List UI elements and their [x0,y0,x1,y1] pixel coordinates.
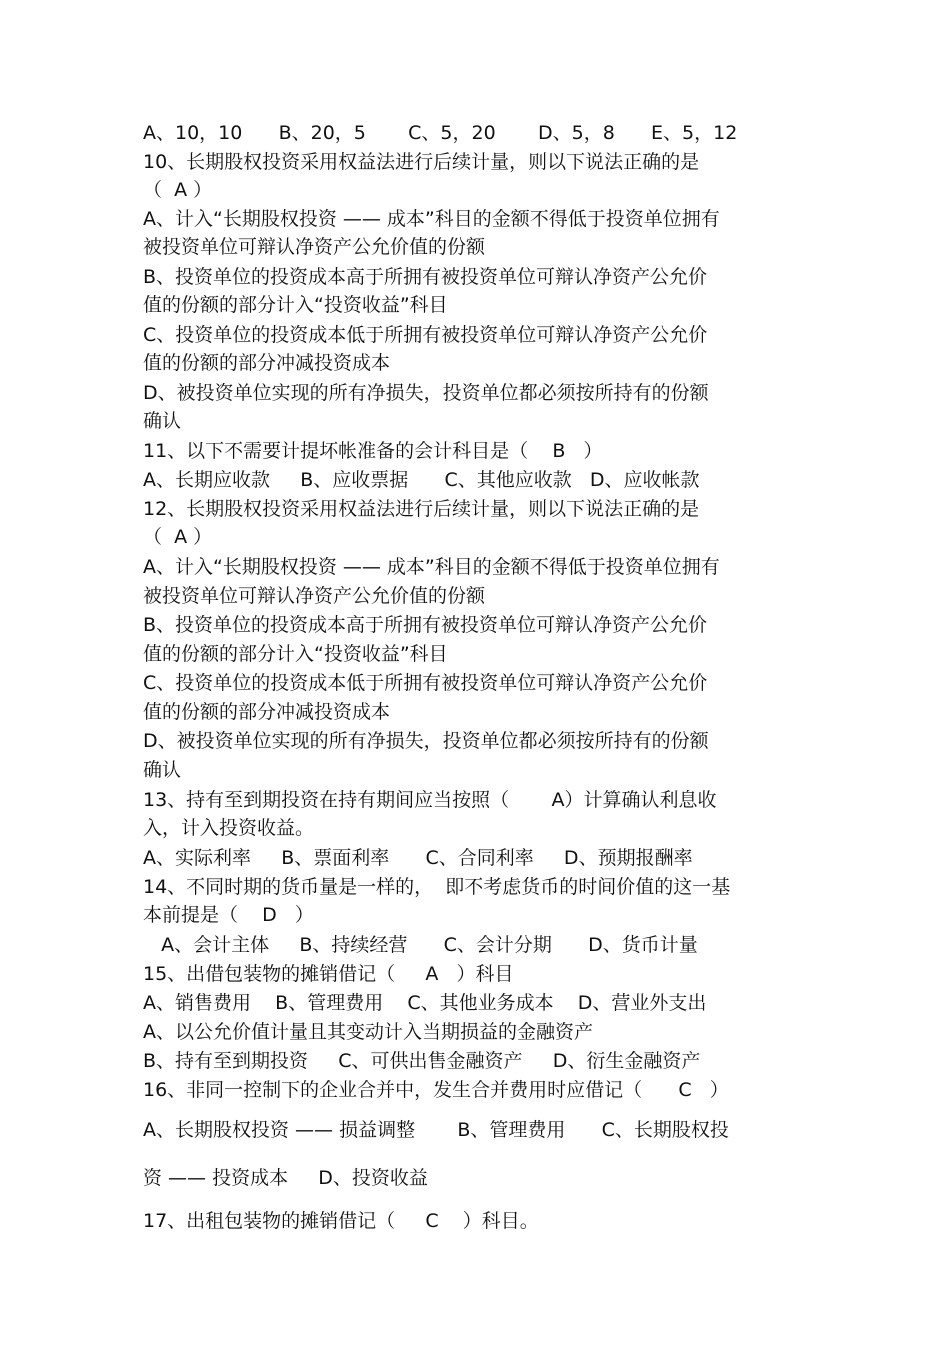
text-line: 本前提是（ D ） [143,904,314,926]
text-line: 值的份额的部分计入“投资收益”科目 [143,294,448,316]
text-line: A、以公允价值计量且其变动计入当期损益的金融资产 [143,1021,593,1043]
text-line: C、投资单位的投资成本低于所拥有被投资单位可辩认净资产公允价 [143,672,708,694]
text-line: 确认 [143,759,182,781]
question-12-answer: （ A ） [143,526,213,548]
text-line: 确认 [143,410,182,432]
text-line: B、投资单位的投资成本高于所拥有被投资单位可辩认净资产公允价 [143,614,708,636]
text-line: A、长期应收款 B、应收票据 C、其他应收款 D、应收帐款 [143,469,700,491]
text-line: A、会计主体 B、持续经营 C、会计分期 D、货币计量 [143,934,698,956]
text-line: C、投资单位的投资成本低于所拥有被投资单位可辩认净资产公允价 [143,324,708,346]
text-line: A、计入“长期股权投资 —— 成本”科目的金额不得低于投资单位拥有 [143,556,720,578]
question-13-text: 13、持有至到期投资在持有期间应当按照（ A）计算确认利息收 [143,789,717,811]
text-line: 入，计入投资收益。 [143,817,315,839]
question-12-text: 12、长期股权投资采用权益法进行后续计量，则以下说法正确的是 [143,498,700,520]
text-line: 值的份额的部分冲减投资成本 [143,352,391,374]
text-line: A、计入“长期股权投资 —— 成本”科目的金额不得低于投资单位拥有 [143,208,720,230]
question-11-text: 11、以下不需要计提坏帐准备的会计科目是（ B ） [143,440,603,462]
text-line: B、持有至到期投资 C、可供出售金融资产 D、衍生金融资产 [143,1050,701,1072]
text-line: A、实际利率 B、票面利率 C、合同利率 D、预期报酬率 [143,847,693,869]
question-10-answer: （ A ） [143,179,213,201]
text-line: B、投资单位的投资成本高于所拥有被投资单位可辩认净资产公允价 [143,266,708,288]
text-line: 值的份额的部分冲减投资成本 [143,701,391,723]
question-14-text: 14、不同时期的货币量是一样的， 即不考虑货币的时间价值的这一基 [143,876,731,898]
text-line: A、长期股权投资 —— 损益调整 B、管理费用 C、长期股权投 [143,1119,729,1141]
text-line: D、被投资单位实现的所有净损失，投资单位都必须按所持有的份额 [143,730,709,752]
question-17-text: 17、出租包装物的摊销借记（ C ）科目。 [143,1210,539,1232]
text-line: 被投资单位可辩认净资产公允价值的份额 [143,236,486,258]
question-10-text: 10、长期股权投资采用权益法进行后续计量，则以下说法正确的是 [143,151,700,173]
text-line: 被投资单位可辩认净资产公允价值的份额 [143,585,486,607]
question-15-text: 15、出借包装物的摊销借记（ A ）科目 [143,963,514,985]
text-line: A、10，10 B、20，5 C、5，20 D、5，8 E、5，12 [143,122,738,144]
text-line: 资 —— 投资成本 D、投资收益 [143,1167,428,1189]
text-line: 值的份额的部分计入“投资收益”科目 [143,643,448,665]
text-line: D、被投资单位实现的所有净损失，投资单位都必须按所持有的份额 [143,382,709,404]
question-16-text: 16、非同一控制下的企业合并中，发生合并费用时应借记（ C ） [143,1079,729,1101]
text-line: A、销售费用 B、管理费用 C、其他业务成本 D、营业外支出 [143,992,707,1014]
